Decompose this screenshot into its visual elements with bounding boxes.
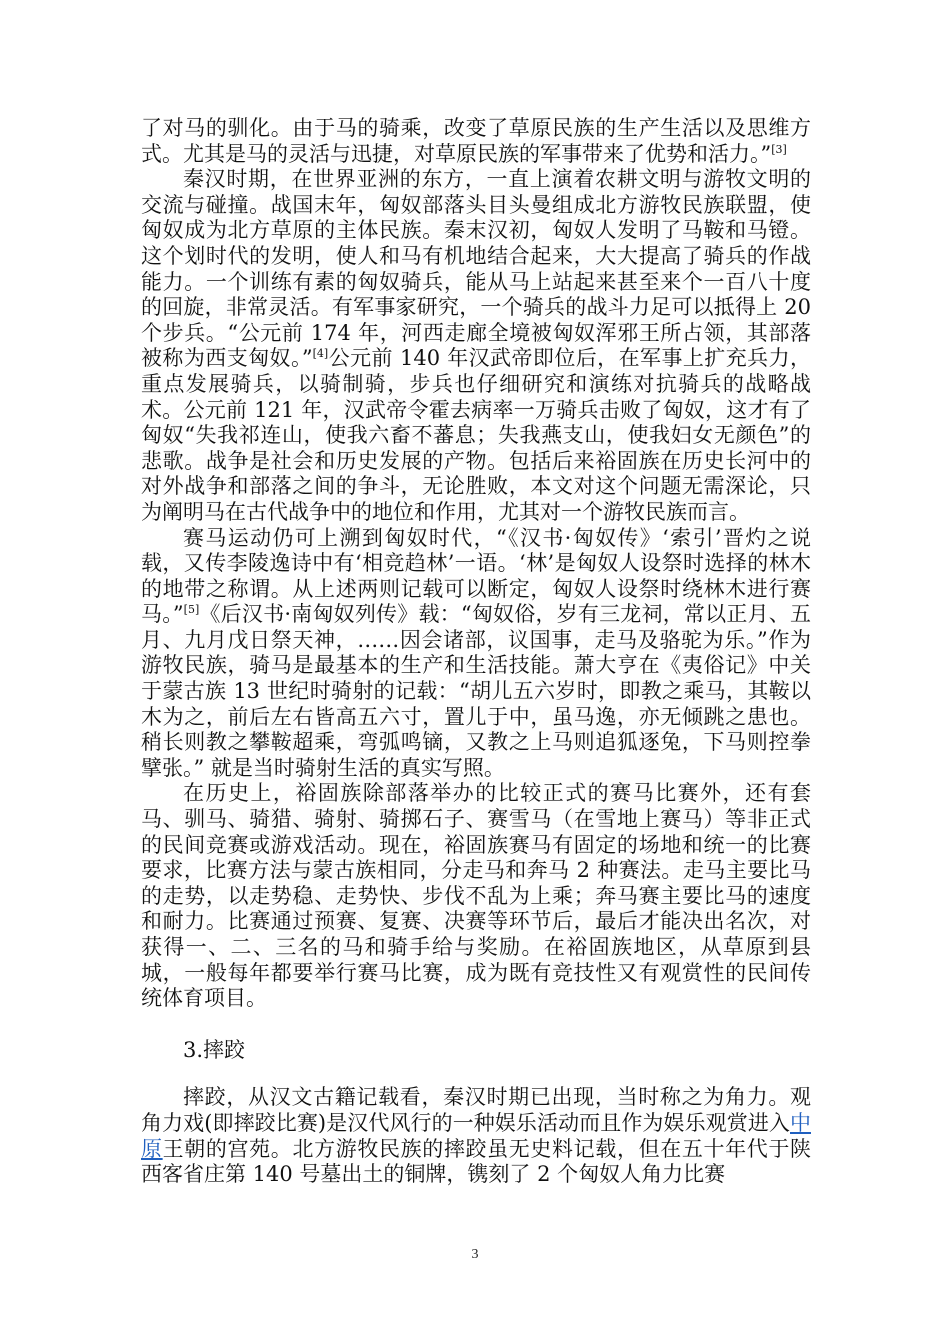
paragraph-horse-racing-origin [141,526,811,782]
citation-ref: [4] [312,347,329,361]
citation-ref: [3] [771,142,787,156]
body-text [141,116,811,1188]
paragraph-continued [141,116,811,167]
zhongyuan-link[interactable]: 中原 [141,1110,811,1161]
paragraph-qin-han [141,167,811,525]
citation-ref: [5] [183,603,200,617]
spacer [141,1012,811,1038]
spacer [141,1063,811,1085]
page-number: 3 [471,1247,479,1262]
paragraph-text: 在历史上，裕固族除部落举办的比较正式的赛马比赛外，还有套马、驯马、骑猎、骑射、骑掷石子、赛雪马（在雪地上赛马）等非正式的民间竞赛或游戏活动。现在，裕固族赛马有固定的场地和统一的比赛要求，比赛方法与蒙古族相同，分走马和奔马 2 种赛法。走马主要比马的走势，以走势稳、走势快、步伐不乱为上乘；奔马赛主要比马的速度和耐力。比赛通过预赛、复赛、决赛等环节后，最后才能决出名次，对获得一、二、三名的马和骑手给与奖励。在裕固族地区，从草原到县城，一般每年都要举行赛马比赛，成为既有竞技性又有观赏性的民间传统体育项目。 [141,781,811,1011]
paragraph-text: 摔跤，从汉文古籍记载看，秦汉时期已出现，当时称之为角力。观角力戏(即摔跤比赛)是汉代风行的一种娱乐活动而且作为娱乐观赏进入 [141,1085,811,1135]
paragraph-text: 公元前 140 年汉武帝即位后，在军事上扩充兵力，重点发展骑兵，以骑制骑，步兵也仔细研究和演练对抗骑兵的战略战术。公元前 121 年，汉武帝令霍去病率一万骑兵击败了匈奴，这才有了匈奴“失我祁连山，使我六畜不蕃息；失我燕支山，使我妇女无颜色”的悲歌。战争是社会和历史发展的产物。包括后来裕固族在历史长河中的对外战争和部落之间的争斗，无论胜败，本文对这个问题无需深论，只为阐明马在古代战争中的地位和作用，尤其对一个游牧民族而言。 [141,346,811,524]
paragraph-yugur-horse-racing [141,781,811,1011]
paragraph-text: 赛马运动仍可上溯到匈奴时代，“《汉书·匈奴传》‘索引’晋灼之说载，又传李陵逸诗中有‘相竞趋林’一语。‘林’是匈奴人设祭时选择的林木的地带之称谓。从上述两则记载可以断定，匈奴人设祭时绕林木进行赛马。” [141,525,811,627]
paragraph-text: 了对马的驯化。由于马的骑乘，改变了草原民族的生产生活以及思维方式。尤其是马的灵活与迅捷，对草原民族的军事带来了优势和活力。” [141,116,811,166]
section-heading: 3.摔跤 [183,1037,246,1062]
paragraph-text: 《后汉书·南匈奴列传》载：“匈奴俗，岁有三龙祠，常以正月、五月、九月戊日祭天神，……因会诸部，议国事，走马及骆驼为乐。”作为游牧民族，骑马是最基本的生产和生活技能。萧大亨在《夷俗记》中关于蒙古族 13 世纪时骑射的记载：“胡儿五六岁时，即教之乘马，其鞍以木为之，前后左右皆高五六寸，置儿于中，虽马逸，亦无倾跳之患也。稍长则教之攀鞍超乘，弯弧鸣镝，又教之上马则追狐逐兔，下马则控拳擘张。” 就是当时骑射生活的真实写照。 [141,602,811,780]
paragraph-text: 王朝的宫苑。北方游牧民族的摔跤虽无史料记载，但在五十年代于陕西客省庄第 140 号墓出土的铜牌，镌刻了 2 个匈奴人角力比赛 [141,1136,812,1187]
paragraph-text: 秦汉时期，在世界亚洲的东方，一直上演着农耕文明与游牧文明的交流与碰撞。战国末年，匈奴部落头目头曼组成北方游牧民族联盟，使匈奴成为北方草原的主体民族。秦末汉初，匈奴人发明了马鞍和马镫。这个划时代的发明，使人和马有机地结合起来，大大提高了骑兵的作战能力。一个训练有素的匈奴骑兵，能从马上站起来甚至来个一百八十度的回旋，非常灵活。有军事家研究，一个骑兵的战斗力足可以抵得上 20 个步兵。“公元前 174 年，河西走廊全境被匈奴浑邪王所占领，其部落被称为西支匈奴。” [141,167,811,371]
paragraph-wrestling [141,1085,811,1187]
